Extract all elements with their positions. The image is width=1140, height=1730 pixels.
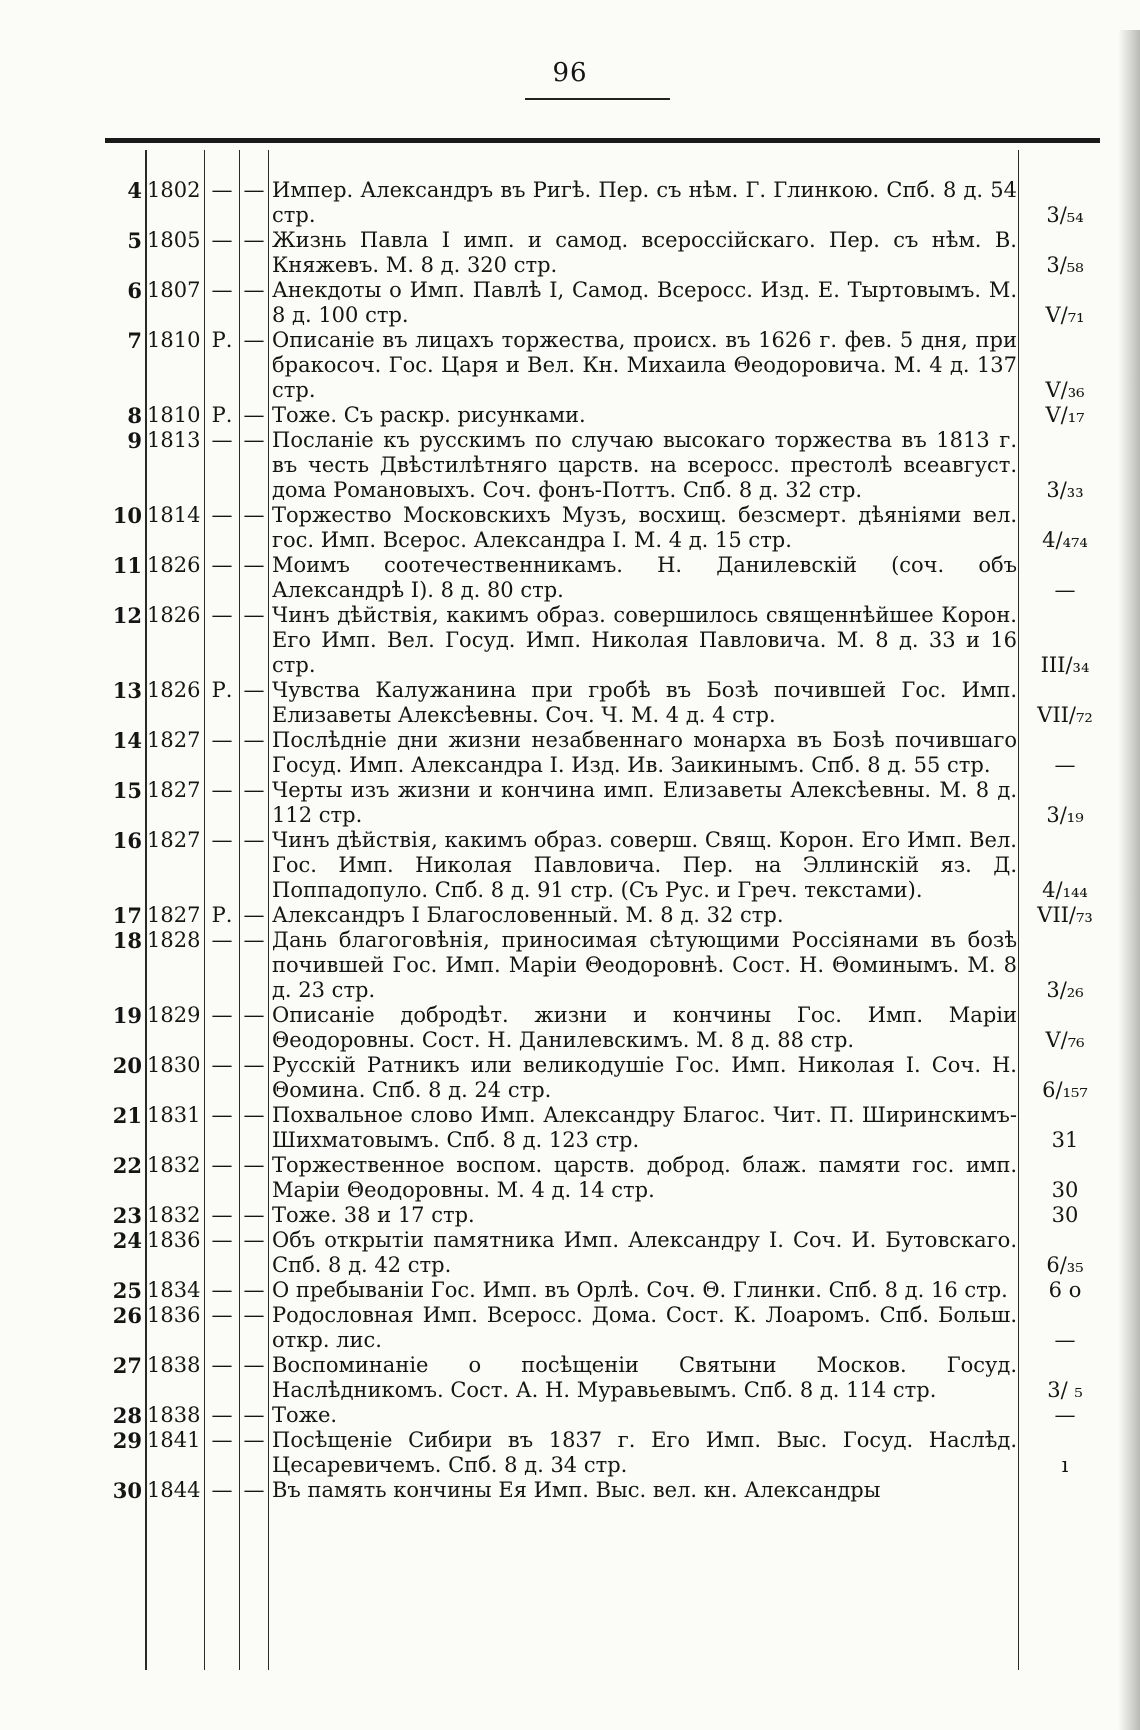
entry-price: 3/ ₅: [1047, 1378, 1083, 1402]
entry-price: 3/₁₉: [1046, 803, 1084, 827]
entry-mark: —: [211, 828, 233, 852]
table-row: [0, 1478, 1140, 1503]
entry-number: 26: [112, 1303, 142, 1328]
entry-price: 3/₅₄: [1046, 203, 1084, 227]
entry-mark: Р.: [211, 403, 233, 427]
entry-price: 31: [1051, 1128, 1079, 1152]
entry-number: 19: [112, 1003, 142, 1028]
table-row: [0, 553, 1140, 603]
entry-dash: —: [243, 1428, 265, 1452]
entry-number: 10: [112, 503, 142, 528]
entry-price: 3/₅₈: [1046, 253, 1084, 277]
entry-number: 30: [112, 1478, 142, 1503]
entry-number: 22: [112, 1153, 142, 1178]
entry-title: Родословная Имп. Всеросс. Дома. Сост. К. Лоаромъ. Спб. Больш. откр. лис.: [272, 1303, 1017, 1352]
entry-number: 23: [112, 1203, 142, 1228]
entry-year: 1829: [147, 1003, 201, 1027]
entry-dash: —: [243, 1228, 265, 1252]
entry-dash: —: [243, 1153, 265, 1177]
table-row: [0, 828, 1140, 903]
entry-mark: —: [211, 553, 233, 577]
page-number: 96: [552, 58, 588, 88]
entry-number: 13: [112, 678, 142, 703]
entry-title: Тоже. 38 и 17 стр.: [272, 1203, 475, 1227]
table-row: [0, 403, 1140, 428]
entry-year: 1805: [147, 228, 201, 252]
table-row: [0, 1353, 1140, 1403]
entry-year: 1844: [147, 1478, 201, 1502]
entry-price: 4/₁₄₄: [1042, 878, 1088, 902]
entry-price: 3/₃₃: [1046, 478, 1084, 502]
entry-title: Импер. Александръ въ Ригѣ. Пер. съ нѣм. Г. Глинкою. Спб. 8 д. 54 стр.: [272, 178, 1017, 227]
table-row: [0, 328, 1140, 403]
entry-price: 6/₁₅₇: [1042, 1078, 1088, 1102]
entry-price: VII/₇₂: [1037, 703, 1093, 727]
entry-year: 1827: [147, 903, 201, 927]
entry-year: 1830: [147, 1053, 201, 1077]
entry-year: 1813: [147, 428, 201, 452]
entry-price: 4/₄₇₄: [1042, 528, 1088, 552]
entry-mark: —: [211, 1278, 233, 1302]
table-row: [0, 278, 1140, 328]
entry-year: 1832: [147, 1203, 201, 1227]
entry-title: Александръ I Благословенный. М. 8 д. 32 стр.: [272, 903, 784, 927]
entry-title: Чинъ дѣйствія, какимъ образ. соверш. Свящ. Корон. Его Имп. Вел. Гос. Имп. Николая Павловича. Пер. на Эллинскій яз. Д. Поппадопуло. Спб. 8 д. 91 стр. (Съ Рус. и Греч. текстами).: [272, 828, 1017, 902]
entry-title: Тоже. Съ раскр. рисунками.: [272, 403, 586, 427]
entry-year: 1838: [147, 1403, 201, 1427]
table-row: [0, 778, 1140, 828]
entry-dash: —: [243, 1103, 265, 1127]
table-row: [0, 1103, 1140, 1153]
entry-price: 30: [1051, 1203, 1079, 1227]
entry-dash: —: [243, 1403, 265, 1427]
entry-mark: —: [211, 503, 233, 527]
entry-number: 27: [112, 1353, 142, 1378]
entry-year: 1832: [147, 1153, 201, 1177]
entry-mark: —: [211, 1428, 233, 1452]
entry-price: V/₁₇: [1045, 403, 1085, 427]
table-row: [0, 1228, 1140, 1278]
entry-year: 1826: [147, 678, 201, 702]
entry-title: Посланіе къ русскимъ по случаю высокаго торжества въ 1813 г. въ честь Двѣстилѣтняго царств. на всеросс. престолѣ всеавгуст. дома Романовыхъ. Соч. фонъ-Поттъ. Спб. 8 д. 32 стр.: [272, 428, 1017, 502]
entry-price: III/₃₄: [1040, 653, 1090, 677]
entry-year: 1841: [147, 1428, 201, 1452]
entry-number: 24: [112, 1228, 142, 1253]
entry-year: 1826: [147, 553, 201, 577]
entry-title: Воспоминаніе о посѣщеніи Святыни Москов. Госуд. Наслѣдникомъ. Сост. А. Н. Муравьевымъ. Спб. 8 д. 114 стр.: [272, 1353, 1017, 1402]
entry-title: Торжество Московскихъ Музъ, восхищ. безсмерт. дѣяніями вел. гос. Имп. Всерос. Александра I. М. 4 д. 15 стр.: [272, 503, 1017, 552]
entry-dash: —: [243, 778, 265, 802]
entry-year: 1834: [147, 1278, 201, 1302]
table-row: [0, 1403, 1140, 1428]
entry-number: 14: [112, 728, 142, 753]
entry-title: Посѣщеніе Сибири въ 1837 г. Его Имп. Выс. Госуд. Наслѣд. Цесаревичемъ. Спб. 8 д. 34 стр.: [272, 1428, 1017, 1477]
entry-dash: —: [243, 278, 265, 302]
entry-dash: —: [243, 403, 265, 427]
entry-number: 20: [112, 1053, 142, 1078]
entry-title: Послѣдніе дни жизни незабвеннаго монарха въ Бозѣ почившаго Госуд. Имп. Александра I. Изд. Ив. Заикинымъ. Спб. 8 д. 55 стр.: [272, 728, 1017, 777]
entry-price: VII/₇₃: [1037, 903, 1093, 927]
entry-title: Русскій Ратникъ или великодушіе Гос. Имп. Николая I. Соч. Н. Θомина. Спб. 8 д. 24 стр.: [272, 1053, 1017, 1102]
table-row: [0, 1203, 1140, 1228]
entry-title: Черты изъ жизни и кончина имп. Елизаветы Алексѣевны. М. 8 д. 112 стр.: [272, 778, 1017, 827]
catalog-table: [0, 178, 1140, 1503]
table-row: [0, 178, 1140, 228]
table-row: [0, 1003, 1140, 1053]
entry-price: —: [1054, 753, 1076, 777]
table-row: [0, 1303, 1140, 1353]
entry-number: 25: [112, 1278, 142, 1303]
entry-year: 1836: [147, 1228, 201, 1252]
entry-dash: —: [243, 928, 265, 952]
entry-price: V/₃₆: [1045, 378, 1085, 402]
table-row: [0, 428, 1140, 503]
entry-title: Моимъ соотечественникамъ. Н. Данилевскій (соч. объ Александрѣ I). 8 д. 80 стр.: [272, 553, 1017, 602]
entry-dash: —: [243, 178, 265, 202]
entry-number: 6: [127, 278, 142, 303]
entry-dash: —: [243, 1353, 265, 1377]
entry-dash: —: [243, 553, 265, 577]
entry-year: 1802: [147, 178, 201, 202]
entry-mark: —: [211, 728, 233, 752]
entry-number: 28: [112, 1403, 142, 1428]
entry-number: 9: [127, 428, 142, 453]
entry-mark: —: [211, 1153, 233, 1177]
entry-mark: —: [211, 1478, 233, 1502]
entry-price: 30: [1051, 1178, 1079, 1202]
entry-price: ı: [1061, 1453, 1069, 1477]
entry-title: Похвальное слово Имп. Александру Благос. Чит. П. Ширинскимъ-Шихматовымъ. Спб. 8 д. 123 стр.: [272, 1103, 1017, 1152]
entry-year: 1827: [147, 828, 201, 852]
entry-year: 1827: [147, 728, 201, 752]
entry-mark: —: [211, 778, 233, 802]
entry-year: 1826: [147, 603, 201, 627]
entry-number: 7: [127, 328, 142, 353]
entry-mark: —: [211, 1203, 233, 1227]
entry-mark: —: [211, 1353, 233, 1377]
entry-mark: —: [211, 1053, 233, 1077]
entry-mark: Р.: [211, 903, 233, 927]
entry-year: 1827: [147, 778, 201, 802]
entry-title: Чинъ дѣйствія, какимъ образ. совершилось священнѣйшее Корон. Его Имп. Вел. Госуд. Имп. Николая Павловича. М. 8 д. 33 и 16 стр.: [272, 603, 1017, 677]
entry-title: Объ открытіи памятника Имп. Александру I. Соч. И. Бутовскаго. Спб. 8 д. 42 стр.: [272, 1228, 1017, 1277]
entry-year: 1838: [147, 1353, 201, 1377]
entry-title: О пребываніи Гос. Имп. въ Орлѣ. Соч. Θ. Глинки. Спб. 8 д. 16 стр.: [272, 1278, 1008, 1302]
entry-dash: —: [243, 1203, 265, 1227]
entry-mark: Р.: [211, 678, 233, 702]
table-row: [0, 1053, 1140, 1103]
entry-mark: —: [211, 178, 233, 202]
table-row: [0, 1428, 1140, 1478]
entry-dash: —: [243, 503, 265, 527]
entry-dash: —: [243, 903, 265, 927]
entry-mark: —: [211, 1103, 233, 1127]
entry-mark: Р.: [211, 328, 233, 352]
entry-price: 6/₃₅: [1046, 1253, 1084, 1277]
entry-price: V/₇₁: [1045, 303, 1085, 327]
entry-number: 18: [112, 928, 142, 953]
table-row: [0, 728, 1140, 778]
entry-mark: —: [211, 1303, 233, 1327]
entry-price: —: [1054, 578, 1076, 602]
header-rule: [105, 138, 1100, 143]
entry-number: 29: [112, 1428, 142, 1453]
entry-price: 3/₂₆: [1046, 978, 1084, 1002]
entry-price: —: [1054, 1403, 1076, 1427]
table-row: [0, 503, 1140, 553]
entry-year: 1828: [147, 928, 201, 952]
entry-dash: —: [243, 678, 265, 702]
entry-year: 1836: [147, 1303, 201, 1327]
entry-number: 15: [112, 778, 142, 803]
entry-year: 1810: [147, 403, 201, 427]
entry-dash: —: [243, 428, 265, 452]
entry-number: 17: [112, 903, 142, 928]
entry-title: Анекдоты о Имп. Павлѣ I, Самод. Всеросс. Изд. Е. Тыртовымъ. М. 8 д. 100 стр.: [272, 278, 1017, 327]
table-row: [0, 928, 1140, 1003]
entry-title: Дань благоговѣнія, приносимая сѣтующими Россіянами въ бозѣ почившей Гос. Имп. Маріи Θеодоровнѣ. Сост. Н. Θоминымъ. М. 8 д. 23 стр.: [272, 928, 1017, 1002]
entry-price: —: [1054, 1328, 1076, 1352]
page-number-underline: [525, 98, 670, 100]
entry-year: 1810: [147, 328, 201, 352]
entry-number: 8: [127, 403, 142, 428]
entry-title: Жизнь Павла I имп. и самод. всероссійскаго. Пер. съ нѣм. В. Княжевъ. М. 8 д. 320 стр.: [272, 228, 1017, 277]
entry-dash: —: [243, 228, 265, 252]
entry-mark: —: [211, 603, 233, 627]
entry-title: Въ память кончины Ея Имп. Выс. вел. кн. Александры: [272, 1478, 881, 1502]
entry-year: 1831: [147, 1103, 201, 1127]
entry-number: 21: [112, 1103, 142, 1128]
entry-title: Чувства Калужанина при гробѣ въ Бозѣ почившей Гос. Имп. Елизаветы Алексѣевны. Соч. Ч. М. 4 д. 4 стр.: [272, 678, 1017, 727]
entry-number: 12: [112, 603, 142, 628]
entry-dash: —: [243, 328, 265, 352]
table-row: [0, 1153, 1140, 1203]
entry-number: 16: [112, 828, 142, 853]
entry-number: 4: [127, 178, 142, 203]
entry-dash: —: [243, 1003, 265, 1027]
entry-mark: —: [211, 428, 233, 452]
entry-dash: —: [243, 603, 265, 627]
entry-price: V/₇₆: [1045, 1028, 1085, 1052]
entry-title: Описаніе добродѣт. жизни и кончины Гос. Имп. Маріи Θеодоровны. Сост. Н. Данилевскимъ. М. 8 д. 88 стр.: [272, 1003, 1017, 1052]
entry-title: Торжественное воспом. царств. доброд. блаж. памяти гос. имп. Маріи Θеодоровны. М. 4 д. 14 стр.: [272, 1153, 1017, 1202]
entry-dash: —: [243, 1478, 265, 1502]
entry-year: 1814: [147, 503, 201, 527]
entry-dash: —: [243, 1278, 265, 1302]
table-row: [0, 1278, 1140, 1303]
entry-dash: —: [243, 828, 265, 852]
entry-mark: —: [211, 1003, 233, 1027]
entry-dash: —: [243, 1303, 265, 1327]
entry-mark: —: [211, 228, 233, 252]
entry-mark: —: [211, 1228, 233, 1252]
entry-mark: —: [211, 278, 233, 302]
entry-mark: —: [211, 1403, 233, 1427]
entry-title: Описаніе въ лицахъ торжества, происх. въ 1626 г. фев. 5 дня, при бракосоч. Гос. Царя и Вел. Кн. Михаила Θеодоровича. М. 4 д. 137 стр.: [272, 328, 1017, 402]
entry-number: 5: [127, 228, 142, 253]
table-row: [0, 603, 1140, 678]
entry-number: 11: [112, 553, 142, 578]
entry-dash: —: [243, 1053, 265, 1077]
entry-mark: —: [211, 928, 233, 952]
table-row: [0, 228, 1140, 278]
table-row: [0, 903, 1140, 928]
entry-title: Тоже.: [272, 1403, 338, 1427]
entry-dash: —: [243, 728, 265, 752]
entry-year: 1807: [147, 278, 201, 302]
table-row: [0, 678, 1140, 728]
entry-price: 6 о: [1048, 1278, 1082, 1302]
